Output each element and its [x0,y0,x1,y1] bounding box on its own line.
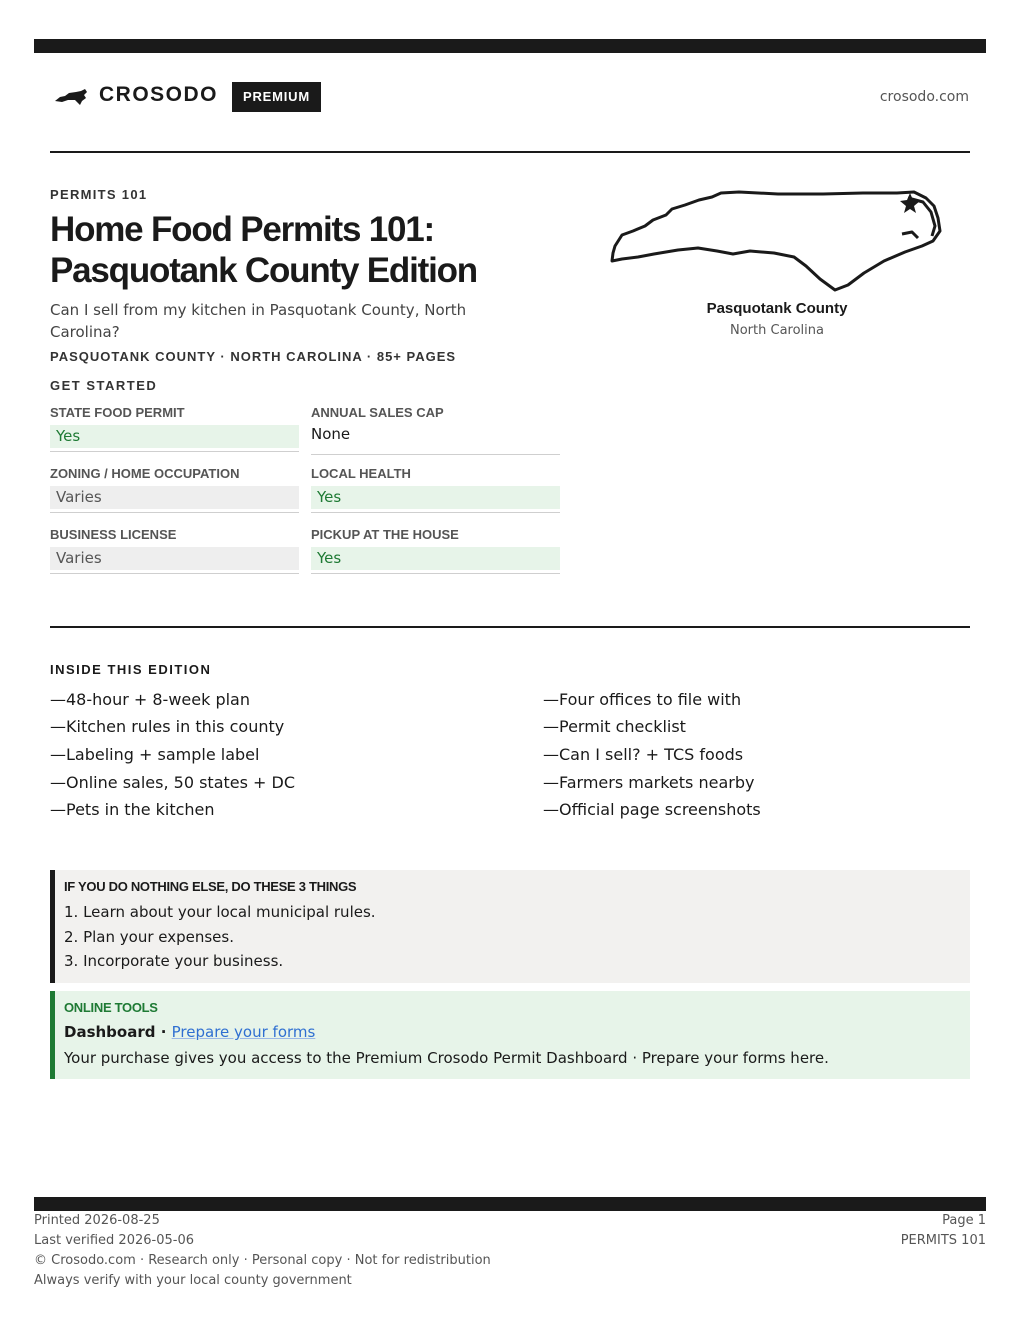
header-divider [50,151,970,153]
cell-value: Varies [50,547,299,570]
cell-value: Yes [311,486,560,509]
cell-divider [50,451,299,452]
footer-section: PERMITS 101 [900,1233,986,1248]
cell-label: BUSINESS LICENSE [50,527,177,542]
cell-value: Yes [311,547,560,570]
header [50,80,970,114]
top-bar [34,39,986,53]
state-outline [612,192,940,290]
cell-value: Varies [50,486,299,509]
permit-cell-pickup [311,527,560,583]
three-things-callout [50,870,970,983]
north-carolina-map [608,186,948,296]
online-tools-panel [50,991,970,1079]
separator: · [155,1023,172,1041]
get-started-heading: GET STARTED [50,378,158,393]
inside-edition-heading: INSIDE THIS EDITION [50,662,212,677]
verify-disclaimer: Always verify with your local county government [34,1273,352,1288]
toc-item: —Permit checklist [543,717,686,736]
cell-divider [50,573,299,574]
title-line-1: Home Food Permits 101: [50,210,434,249]
permit-cell-state-food-permit [50,405,299,461]
callout-title: IF YOU DO NOTHING ELSE, DO THESE 3 THINGS [64,879,357,894]
map-state-label: North Carolina [730,323,824,338]
dashboard-label: Dashboard [64,1023,156,1041]
map-county-label: Pasquotank County [706,300,848,317]
page-meta: PASQUOTANK COUNTY · NORTH CAROLINA · 85+ PAGES [50,349,457,364]
cell-divider [311,573,560,574]
cell-value: None [311,425,351,443]
permit-cell-business-license [50,527,299,583]
section-eyebrow: PERMITS 101 [50,187,148,202]
permit-cell-zoning [50,466,299,522]
cell-label: LOCAL HEALTH [311,466,411,481]
toc-item: —Online sales, 50 states + DC [50,773,296,792]
cell-label: PICKUP AT THE HOUSE [311,527,459,542]
tools-dashboard-line [64,1023,315,1041]
county-marker-icon [900,193,920,213]
cell-label: ZONING / HOME OCCUPATION [50,466,240,481]
page-number: Page 1 [942,1213,986,1228]
toc-item: —Labeling + sample label [50,745,260,764]
cell-divider [311,512,560,513]
cell-value: Yes [50,425,299,448]
toc-item: —Pets in the kitchen [50,800,215,819]
toc-item: —Kitchen rules in this county [50,717,285,736]
verified-date: Last verified 2026-05-06 [34,1233,194,1248]
cell-divider [311,454,560,455]
toc-item: —Farmers markets nearby [543,773,755,792]
bottom-bar [34,1197,986,1211]
toc-item: —Can I sell? + TCS foods [543,745,744,764]
cell-label: ANNUAL SALES CAP [311,405,444,420]
page-subtitle: Can I sell from my kitchen in Pasquotank County, North Carolina? [50,301,467,341]
prepare-forms-link[interactable]: Prepare your forms [171,1023,316,1041]
section-divider [50,626,970,628]
callout-step: 3. Incorporate your business. [64,952,284,970]
title-line-2: Pasquotank County Edition [50,251,477,290]
callout-step: 2. Plan your expenses. [64,928,234,946]
cell-divider [50,512,299,513]
toc-item: —Four offices to file with [543,690,742,709]
callout-step: 1. Learn about your local municipal rules. [64,903,376,921]
toc-item: —48-hour + 8-week plan [50,690,250,709]
toc-item: —Official page screenshots [543,800,761,819]
premium-badge: PREMIUM [232,82,321,112]
tools-description: Your purchase gives you access to the Premium Crosodo Permit Dashboard · Prepare your forms here. [64,1049,829,1067]
cell-label: STATE FOOD PERMIT [50,405,185,420]
state-logo-icon [54,88,88,106]
permit-cell-annual-sales-cap [311,405,560,461]
brand-name: CROSODO [99,83,219,106]
tools-title: ONLINE TOOLS [64,1000,158,1015]
site-url[interactable]: crosodo.com [879,89,969,105]
page-title [50,209,570,291]
permit-cell-local-health [311,466,560,522]
copyright-notice: © Crosodo.com · Research only · Personal copy · Not for redistribution [34,1253,491,1268]
printed-date: Printed 2026-08-25 [34,1213,160,1228]
